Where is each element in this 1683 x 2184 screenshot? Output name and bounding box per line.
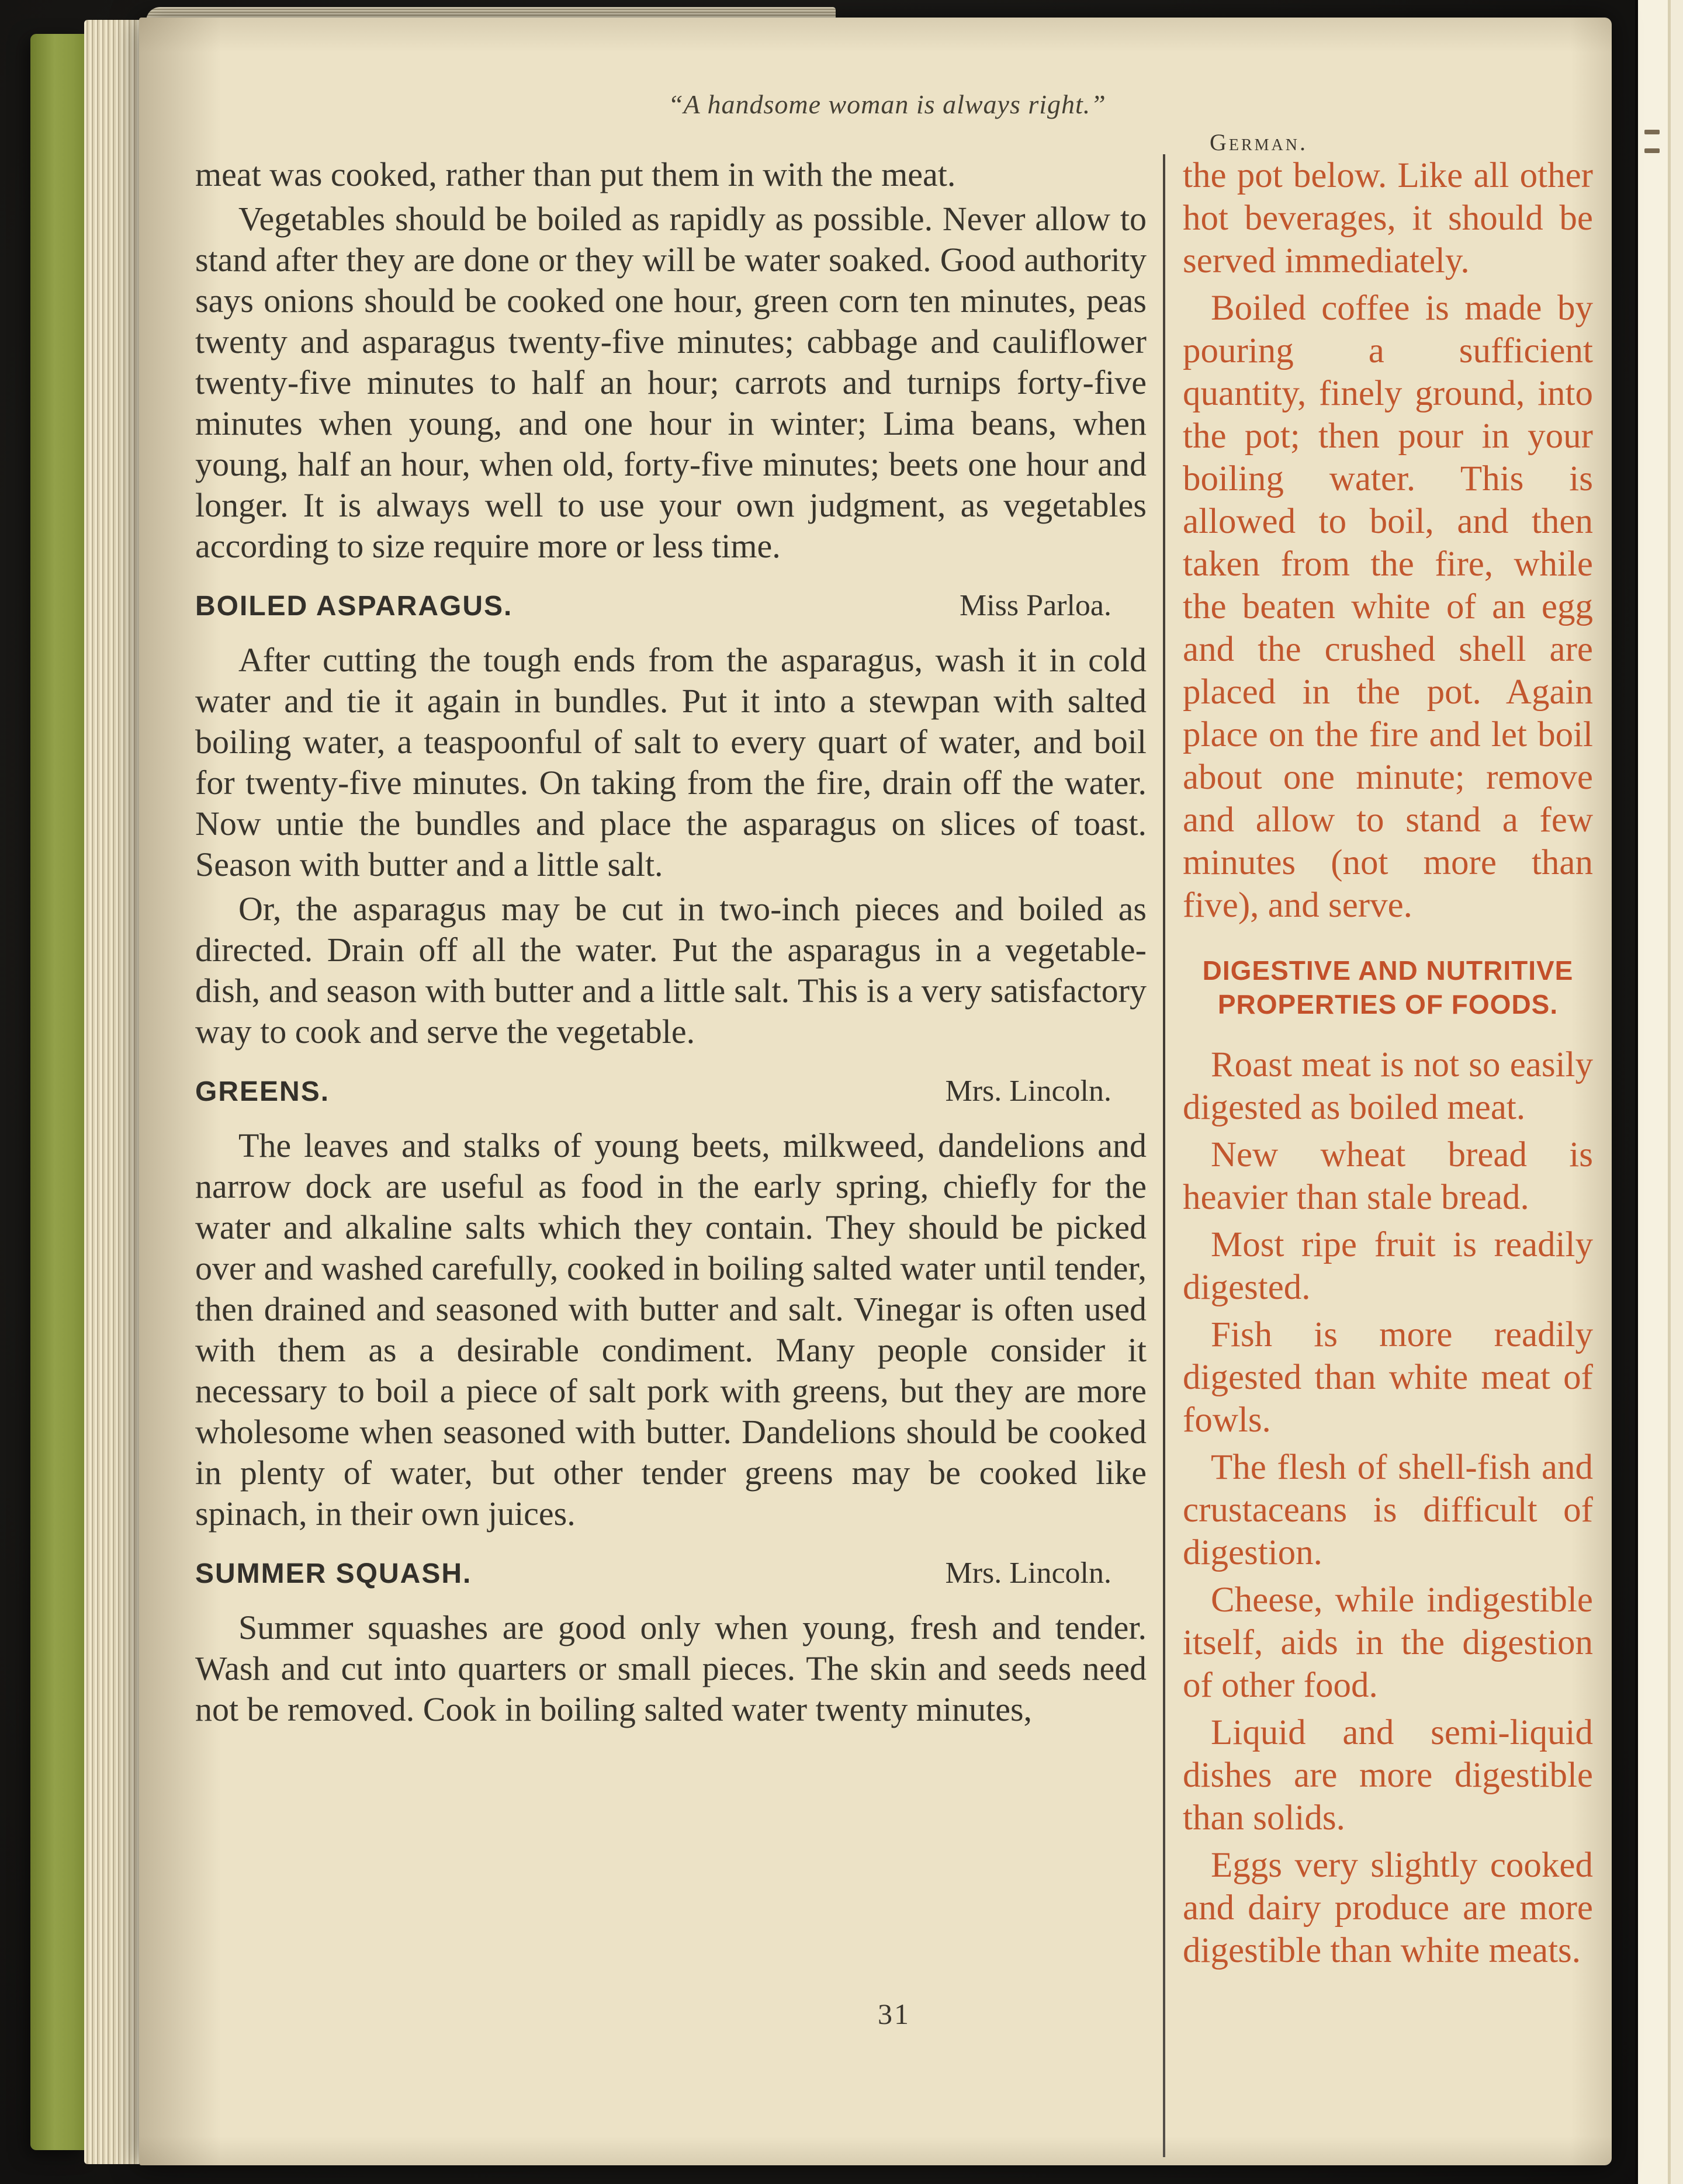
fact-paragraph: The flesh of shell-fish and crustaceans is difficult of digestion. xyxy=(1183,1448,1593,1572)
column-divider-rule xyxy=(1163,154,1165,2157)
recipe-attribution: Mrs. Lincoln. xyxy=(945,1074,1111,1108)
page-columns xyxy=(195,154,1593,2157)
paragraph: After cutting the tough ends from the asparagus, wash it in cold water and tie it again in bundles. Put it into a stewpan with salted boiling water, a teaspoonful of salt to every quart of water, and boil for twenty-five minutes. On taking from the fire, drain off the water. Now untie the bundles and place the asparagus on slices of toast. Season with butter and a little salt. xyxy=(195,641,1147,883)
recipe-heading: BOILED ASPARAGUS. xyxy=(195,591,513,622)
book-cover-edge xyxy=(30,34,84,2150)
next-page-print-fragment xyxy=(1644,130,1660,134)
right-column xyxy=(1183,154,1593,1977)
section-heading: DIGESTIVE AND NUTRITIVE PROPERTIES OF FOODS. xyxy=(1202,955,1574,1020)
fact-paragraph: Cheese, while indigestible itself, aids in the digestion of other food. xyxy=(1183,1580,1593,1705)
left-column xyxy=(195,154,1147,1734)
recipe-heading: SUMMER SQUASH. xyxy=(195,1558,472,1589)
recipe-section-header xyxy=(195,1553,1147,1594)
fact-paragraph: New wheat bread is heavier than stale bread. xyxy=(1183,1135,1593,1217)
recipe-attribution: Mrs. Lincoln. xyxy=(945,1556,1111,1590)
page-number: 31 xyxy=(878,1998,910,2030)
paragraph: the pot below. Like all other hot beverages, it should be served immediately. xyxy=(1183,156,1593,280)
recipe-section-header xyxy=(195,1071,1147,1112)
paragraph: The leaves and stalks of young beets, milkweed, dandelions and narrow dock are useful as food in the early spring, chiefly for the water and alkaline salts which they contain. They should be picked over and washed carefully, cooked in boiling salted water until tender, then drained and seasoned with butter and salt. Vinegar is often used with them as a desirable condiment. Many people consider it necessary to boil a piece of salt pork with greens, but they are more wholesome when seasoned with butter. Dandelions should be cooked in plenty of water, but other tender greens may be cooked like spinach, in their own juices. xyxy=(195,1126,1147,1533)
book-page xyxy=(139,18,1612,2165)
next-page-edge xyxy=(1635,0,1683,2184)
fact-paragraph: Roast meat is not so easily digested as boiled meat. xyxy=(1183,1045,1593,1127)
recipe-attribution: Miss Parloa. xyxy=(960,589,1111,622)
epigraph-quote: “A handsome woman is always right.” xyxy=(668,89,1106,119)
fact-paragraph: Fish is more readily digested than white meat of fowls. xyxy=(1183,1315,1593,1440)
paragraph: meat was cooked, rather than put them in with the meat. xyxy=(195,155,956,193)
paragraph: Or, the asparagus may be cut in two-inch pieces and boiled as directed. Drain off all the water. Put the asparagus in a vegetable-dish, and season with butter and a little salt. This is a very satisfactory way to cook and serve the vegetable. xyxy=(195,890,1147,1051)
recipe-heading: GREENS. xyxy=(195,1076,330,1107)
paragraph: Vegetables should be boiled as rapidly as possible. Never allow to stand after they are done or they will be water soaked. Good authority says onions should be cooked one hour, green corn ten minutes, peas twenty and asparagus twenty-five minutes; cabbage and cauliflower twenty-five minutes to half an hour; carrots and turnips forty-five minutes when young, and one hour in winter; Lima beans, when young, half an hour, when old, forty-five minutes; beets one hour and longer. It is always well to use your own judgment, as vegetables according to size require more or less time. xyxy=(195,200,1147,565)
paragraph: Boiled coffee is made by pouring a sufficient quantity, finely ground, into the pot; then pour in your boiling water. This is allowed to boil, and then taken from the fire, while the beaten white of an egg and the crushed shell are placed in the pot. Again place on the fire and let boil about one minute; remove and allow to stand a few minutes (not more than five), and serve. xyxy=(1183,289,1593,925)
fact-paragraph: Most ripe fruit is readily digested. xyxy=(1183,1225,1593,1307)
recipe-section-header xyxy=(195,585,1147,627)
fact-paragraph: Eggs very slightly cooked and dairy produce are more digestible than white meats. xyxy=(1183,1846,1593,1970)
paragraph: Summer squashes are good only when young, fresh and tender. Wash and cut into quarters or small pieces. The skin and seeds need not be removed. Cook in boiling salted water twenty minutes, xyxy=(195,1608,1147,1728)
page-stack-edge-left xyxy=(84,20,139,2164)
fact-paragraph: Liquid and semi-liquid dishes are more digestible than solids. xyxy=(1183,1713,1593,1838)
epigraph-attribution: German. xyxy=(1209,129,1308,155)
